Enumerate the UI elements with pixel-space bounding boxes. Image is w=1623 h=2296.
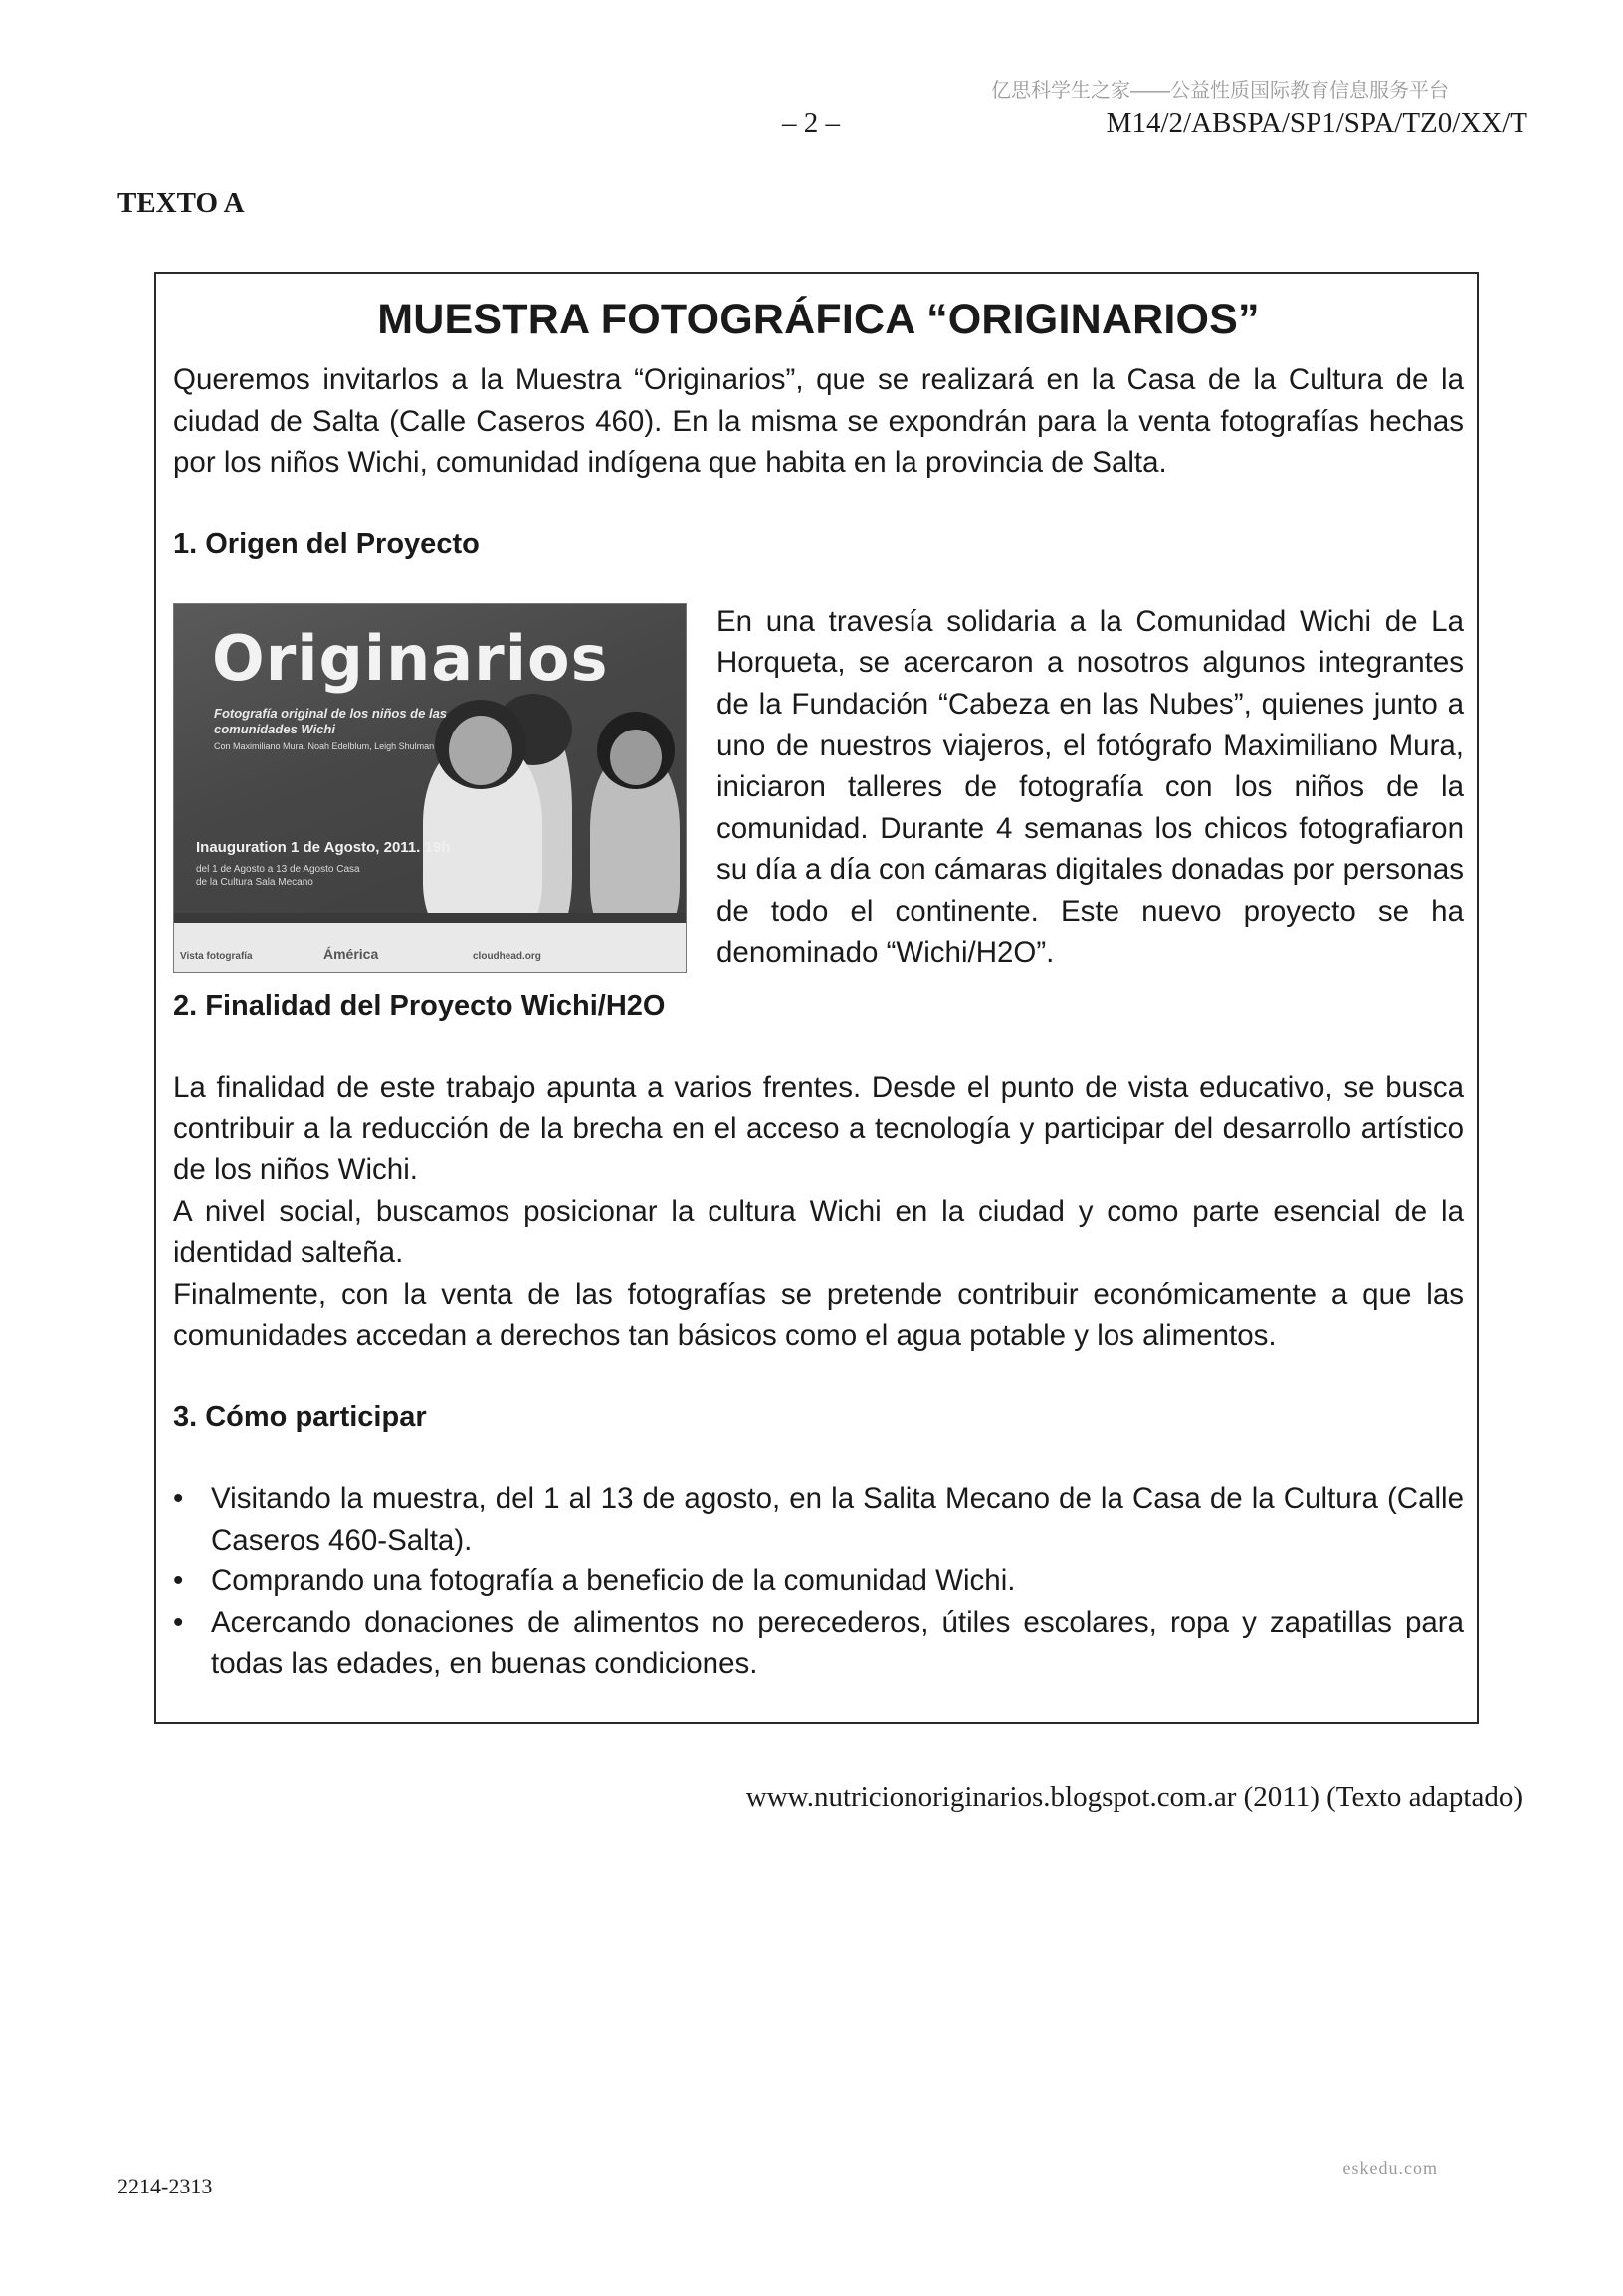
list-item-text: Visitando la muestra, del 1 al 13 de agosto, en la Salita Mecano de la Casa de la Cultura (Calle Caseros 460-Salta). [211,1481,1464,1557]
section-2-heading: 2. Finalidad del Proyecto Wichi/H2O [173,989,666,1022]
poster-credit: Con Maximiliano Mura, Noah Edelblum, Leigh Shulman [214,740,435,751]
child-figure [610,730,662,785]
list-item [173,1478,1464,1561]
logo-america: Ámérica [323,945,379,962]
poster-footer [174,923,686,972]
section-2-body [173,1067,1464,1357]
logo-vista: Vista fotografía [180,950,253,962]
section-2-paragraph: A nivel social, buscamos posicionar la cultura Wichi en la ciudad y como parte esencial de la identidad salteña. [173,1194,1464,1270]
poster-title: Originarios [212,621,609,695]
bullet-icon: • [173,1605,184,1639]
section-2-paragraph: La finalidad de este trabajo apunta a varios frentes. Desde el punto de vista educativo, se busca contribuir a la reducción de la brecha en el acceso a tecnología y participar del desarrollo artístico de los niños Wichi. [173,1070,1464,1186]
footer-code: 2214-2313 [117,2174,213,2198]
poster-image [173,603,687,973]
section-3-heading: 3. Cómo participar [173,1400,427,1433]
document-code: M14/2/ABSPA/SP1/SPA/TZ0/XX/T [1106,107,1527,139]
bullet-icon: • [173,1565,184,1598]
article-content [173,274,1464,1685]
section-1-text: En una travesía solidaria a la Comunidad Wichi de La Horqueta, se acercaron a nosotros algunos integrantes de la Fundación “Cabeza en las Nubes”, quienes junto a uno de nuestros viajeros, el fotógrafo Maximiliano Mura, iniciaron talleres de fotografía con los niños de la comunidad. Durante 4 semanas los chicos fotografiaron su día a día con cámaras digitales donadas por personas de todo el continente. Este nuevo proyecto se ha denominado “Wichi/H2O”. [716,604,1464,969]
list-item-text: Acercando donaciones de alimentos no perecederos, útiles escolares, ropa y zapatillas para todas las edades, en buenas condiciones. [211,1605,1464,1681]
article-title: MUESTRA FOTOGRÁFICA “ORIGINARIOS” [377,296,1260,343]
poster-dates: del 1 de Agosto a 13 de Agosto Casa de la Cultura Sala Mecano [196,863,360,888]
footer-watermark: eskedu.com [1342,2158,1438,2178]
list-item-text: Comprando una fotografía a beneficio de la comunidad Wichi. [211,1565,1016,1598]
logo-cloudhead: cloudhead.org [473,950,541,962]
source-citation: www.nutricionoriginarios.blogspot.com.ar (2011) (Texto adaptado) [745,1781,1522,1813]
article-box [154,272,1479,1724]
section-1-row [173,601,1464,979]
poster-subtitle: Fotografía original de los niños de las comunidades Wichi [214,705,448,736]
child-figure [449,716,512,785]
bullet-icon: • [173,1481,184,1515]
participation-list [173,1478,1464,1685]
section-2-paragraph: Finalmente, con la venta de las fotografías se pretende contribuir económicamente a que las comunidades accedan a derechos tan básicos como el agua potable y los alimentos. [173,1277,1464,1353]
header-watermark: 亿思科学生之家——公益性质国际教育信息服务平台 [991,80,1449,102]
poster-inauguration: Inauguration 1 de Agosto, 2011. 19h [196,838,451,856]
list-item [173,1602,1464,1685]
section-label: TEXTO A [117,187,245,219]
section-1-heading: 1. Origen del Proyecto [173,527,480,560]
page-number: – 2 – [782,107,840,139]
intro-paragraph: Queremos invitarlos a la Muestra “Originarios”, que se realizará en la Casa de la Cultura de la ciudad de Salta (Calle Caseros 460). En la misma se expondrán para la venta fotografías hechas por los niños Wichi, comunidad indígena que habita en la provincia de Salta. [173,363,1464,480]
list-item [173,1561,1464,1602]
